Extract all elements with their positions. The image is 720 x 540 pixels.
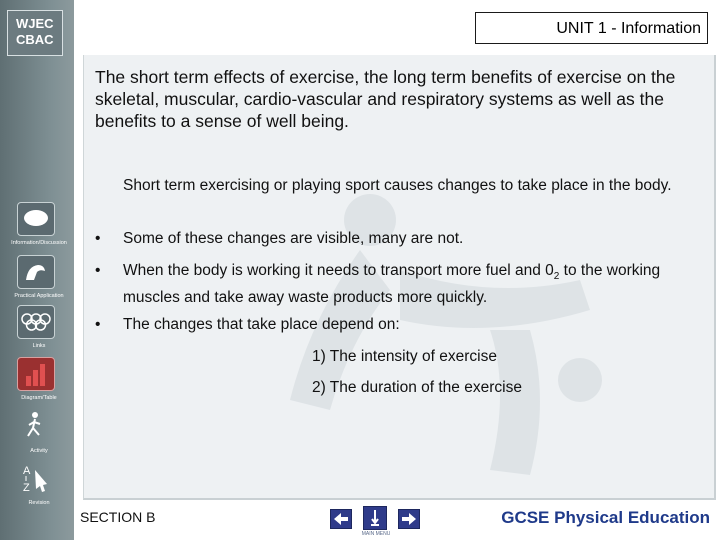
sidebar-item-practical[interactable] bbox=[3, 255, 71, 305]
logo-line2: CBAC bbox=[16, 32, 54, 47]
numbered-item: 1) The intensity of exercise bbox=[312, 348, 497, 365]
bullet-marker: • bbox=[95, 230, 101, 247]
flexed-arm-icon bbox=[17, 255, 55, 289]
wjec-logo bbox=[7, 10, 63, 56]
previous-button[interactable] bbox=[330, 509, 352, 529]
olympic-rings-icon bbox=[17, 305, 55, 339]
sidebar-item-links[interactable] bbox=[3, 305, 71, 355]
bullet-marker: • bbox=[95, 262, 101, 279]
sidebar-item-label: Links bbox=[32, 343, 46, 349]
unit-title: UNIT 1 - Information bbox=[475, 12, 708, 44]
sidebar-item-label: Activity bbox=[30, 448, 48, 454]
sidebar-item-label: Revision bbox=[28, 500, 50, 506]
intro-text: Short term exercising or playing sport causes changes to take place in the body. bbox=[123, 177, 672, 194]
sidebar-item-information[interactable] bbox=[3, 202, 71, 252]
main-menu-label[interactable]: MAIN MENU bbox=[361, 531, 391, 537]
sidebar bbox=[0, 0, 74, 540]
bullet-item: The changes that take place depend on: bbox=[123, 316, 400, 333]
sidebar-item-label: Diagram/Table bbox=[21, 395, 57, 401]
page-title: The short term effects of exercise, the long term benefits of exercise on the skeletal, muscular, cardio-vascular and respiratory systems as well as the benefits to a sense of well being. bbox=[95, 67, 676, 131]
menu-pointer-icon bbox=[364, 507, 386, 529]
next-button[interactable] bbox=[398, 509, 420, 529]
brand-title: GCSE Physical Education bbox=[501, 508, 710, 527]
sidebar-item-label: Information/Discussion bbox=[11, 240, 67, 246]
numbered-item: 2) The duration of the exercise bbox=[312, 379, 522, 396]
sidebar-item-label: Practical Application bbox=[14, 293, 64, 299]
logo-line1: WJEC bbox=[16, 16, 54, 31]
sidebar-item-activity[interactable] bbox=[3, 410, 71, 460]
a-z-icon bbox=[17, 462, 53, 494]
subscript-two: 2 bbox=[553, 271, 560, 283]
speech-bubble-icon bbox=[17, 202, 55, 236]
arrow-right-icon bbox=[399, 510, 419, 528]
bar-chart-icon bbox=[17, 357, 55, 391]
bullet-text-part: When the body is working it needs to transport more fuel and 0 bbox=[123, 262, 554, 279]
section-label: SECTION B bbox=[80, 509, 156, 525]
sidebar-item-diagram[interactable] bbox=[3, 357, 71, 407]
bullet-item: Some of these changes are visible, many are not. bbox=[123, 230, 464, 247]
svg-text:Z: Z bbox=[23, 482, 30, 494]
arrow-left-icon bbox=[331, 510, 351, 528]
main-menu-button[interactable] bbox=[363, 506, 387, 530]
bullet-item bbox=[123, 260, 703, 308]
runner-icon bbox=[17, 410, 53, 442]
svg-text:A: A bbox=[23, 465, 31, 477]
bullet-marker: • bbox=[95, 316, 101, 333]
sidebar-item-revision[interactable] bbox=[3, 462, 71, 512]
bullet-text-part: to the working muscles and take away waste products more quickly. bbox=[123, 262, 661, 307]
